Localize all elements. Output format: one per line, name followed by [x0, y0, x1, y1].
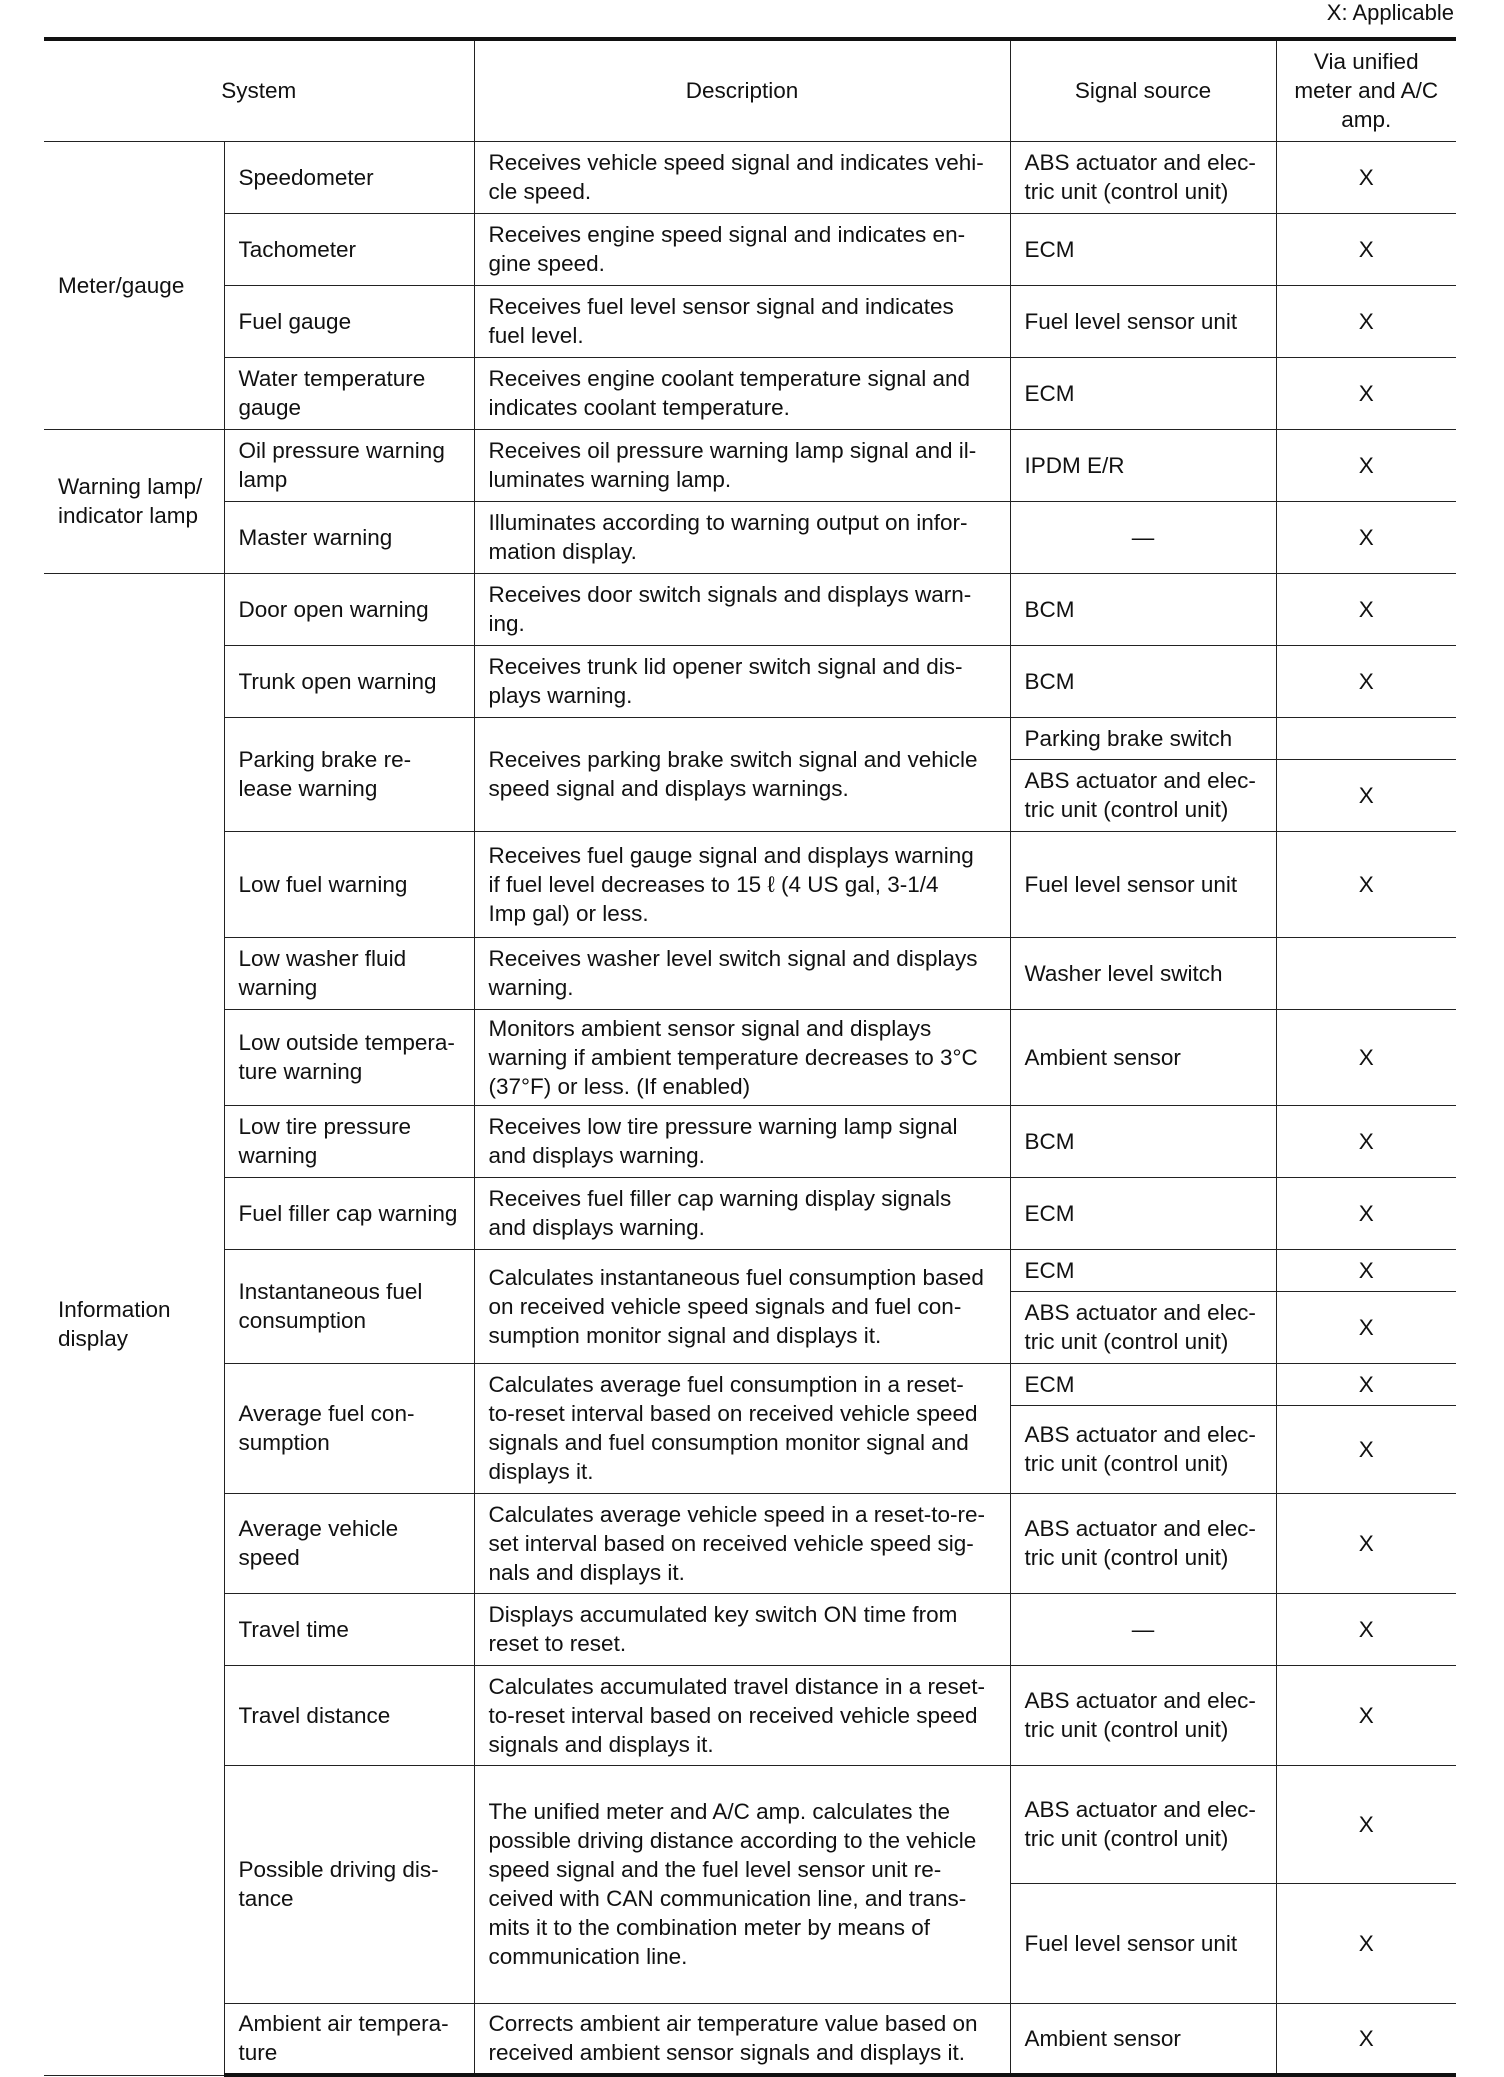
item-name: Travel time — [224, 1593, 474, 1665]
item-description: Receives oil pressure warning lamp signal and il- luminates warning lamp. — [474, 429, 1010, 501]
via-unified-mark: X — [1276, 1363, 1456, 1405]
signal-source: — — [1010, 1593, 1276, 1665]
signal-source: ECM — [1010, 213, 1276, 285]
signal-source: Fuel level sensor unit — [1010, 1883, 1276, 2003]
item-description: Receives fuel level sensor signal and indicates fuel level. — [474, 285, 1010, 357]
table-row — [44, 1105, 1456, 1177]
table-row — [44, 1765, 1456, 1883]
item-name: Possible driving dis- tance — [224, 1765, 474, 2003]
item-name: Water temperature gauge — [224, 357, 474, 429]
table-row — [44, 285, 1456, 357]
legend-applicable: X: Applicable — [1326, 0, 1454, 25]
item-description: Displays accumulated key switch ON time from reset to reset. — [474, 1593, 1010, 1665]
table-row — [44, 1177, 1456, 1249]
via-unified-mark: X — [1276, 429, 1456, 501]
signal-source: Fuel level sensor unit — [1010, 285, 1276, 357]
signal-source: Ambient sensor — [1010, 2003, 1276, 2075]
item-description: Receives door switch signals and displays warn- ing. — [474, 573, 1010, 645]
table-row — [44, 141, 1456, 213]
item-description: Receives washer level switch signal and displays warning. — [474, 937, 1010, 1009]
item-name: Fuel filler cap warning — [224, 1177, 474, 1249]
signal-source: ABS actuator and elec- tric unit (control unit) — [1010, 1291, 1276, 1363]
item-name: Average fuel con- sumption — [224, 1363, 474, 1493]
item-description: Monitors ambient sensor signal and displays warning if ambient temperature decreases to 3°C (37°F) or less. (If enabled) — [474, 1009, 1010, 1105]
header-system: System — [44, 39, 474, 141]
signal-source: BCM — [1010, 645, 1276, 717]
item-name: Tachometer — [224, 213, 474, 285]
table-row — [44, 1009, 1456, 1105]
signal-source: Washer level switch — [1010, 937, 1276, 1009]
item-description: Receives low tire pressure warning lamp signal and displays warning. — [474, 1105, 1010, 1177]
signal-source: Fuel level sensor unit — [1010, 831, 1276, 937]
table-row — [44, 645, 1456, 717]
table-row — [44, 2003, 1456, 2075]
item-description: Illuminates according to warning output on infor- mation display. — [474, 501, 1010, 573]
via-unified-mark: X — [1276, 1291, 1456, 1363]
table-row — [44, 357, 1456, 429]
signal-source: ABS actuator and elec- tric unit (control unit) — [1010, 141, 1276, 213]
signal-source: Parking brake switch — [1010, 717, 1276, 759]
system-category: Meter/gauge — [44, 141, 224, 429]
item-description: Receives parking brake switch signal and vehicle speed signal and displays warnings. — [474, 717, 1010, 831]
item-name: Low fuel warning — [224, 831, 474, 937]
signal-source: ECM — [1010, 357, 1276, 429]
table-row — [44, 1249, 1456, 1291]
item-description: Receives vehicle speed signal and indicates vehi- cle speed. — [474, 141, 1010, 213]
table-header-row — [44, 39, 1456, 141]
signal-source: IPDM E/R — [1010, 429, 1276, 501]
table-row — [44, 1593, 1456, 1665]
table-row — [44, 831, 1456, 937]
item-description: Calculates accumulated travel distance in a reset- to-reset interval based on received vehicle speed signals and displays it. — [474, 1665, 1010, 1765]
table-row — [44, 717, 1456, 759]
via-unified-mark: X — [1276, 1493, 1456, 1593]
signal-source: BCM — [1010, 573, 1276, 645]
item-name: Low outside tempera- ture warning — [224, 1009, 474, 1105]
item-name: Instantaneous fuel consumption — [224, 1249, 474, 1363]
item-name: Low washer fluid warning — [224, 937, 474, 1009]
signal-source: ABS actuator and elec- tric unit (control unit) — [1010, 1665, 1276, 1765]
header-signal-source: Signal source — [1010, 39, 1276, 141]
item-name: Low tire pressure warning — [224, 1105, 474, 1177]
item-name: Door open warning — [224, 573, 474, 645]
via-unified-mark: X — [1276, 501, 1456, 573]
item-name: Fuel gauge — [224, 285, 474, 357]
signal-source: BCM — [1010, 1105, 1276, 1177]
via-unified-mark: X — [1276, 1765, 1456, 1883]
via-unified-mark: X — [1276, 2003, 1456, 2075]
item-description: The unified meter and A/C amp. calculates the possible driving distance according to the vehicle speed signal and the fuel level sensor unit re- ceived with CAN communication line, and trans- mits it to the combination meter by means of communication line. — [474, 1765, 1010, 2003]
header-description: Description — [474, 39, 1010, 141]
signal-source: ABS actuator and elec- tric unit (control unit) — [1010, 1493, 1276, 1593]
signal-source: ABS actuator and elec- tric unit (control unit) — [1010, 1765, 1276, 1883]
via-unified-mark: X — [1276, 1593, 1456, 1665]
item-description: Corrects ambient air temperature value based on received ambient sensor signals and displays it. — [474, 2003, 1010, 2075]
via-unified-mark: X — [1276, 831, 1456, 937]
header-via-unified-meter: Via unified meter and A/C amp. — [1276, 39, 1456, 141]
table-row — [44, 1363, 1456, 1405]
via-unified-mark: X — [1276, 285, 1456, 357]
item-description: Receives engine speed signal and indicates en- gine speed. — [474, 213, 1010, 285]
signal-source: Ambient sensor — [1010, 1009, 1276, 1105]
signal-source: ECM — [1010, 1249, 1276, 1291]
item-name: Travel distance — [224, 1665, 474, 1765]
item-description: Receives engine coolant temperature signal and indicates coolant temperature. — [474, 357, 1010, 429]
item-name: Master warning — [224, 501, 474, 573]
via-unified-mark: X — [1276, 759, 1456, 831]
via-unified-mark: X — [1276, 1009, 1456, 1105]
table-row — [44, 573, 1456, 645]
system-category: Information display — [44, 573, 224, 2075]
signal-source: ABS actuator and elec- tric unit (control unit) — [1010, 1405, 1276, 1493]
table-row — [44, 1493, 1456, 1593]
item-name: Parking brake re- lease warning — [224, 717, 474, 831]
item-description: Calculates average fuel consumption in a reset- to-reset interval based on received vehicle speed signals and fuel consumption monitor signal and displays it. — [474, 1363, 1010, 1493]
table-row — [44, 213, 1456, 285]
via-unified-mark: X — [1276, 645, 1456, 717]
table-row — [44, 1665, 1456, 1765]
system-category: Warning lamp/ indicator lamp — [44, 429, 224, 573]
via-unified-mark: X — [1276, 573, 1456, 645]
via-unified-mark — [1276, 717, 1456, 759]
signal-source: ECM — [1010, 1363, 1276, 1405]
signal-source: — — [1010, 501, 1276, 573]
item-description: Receives fuel gauge signal and displays warning if fuel level decreases to 15 ℓ (4 US gal, 3-1/4 Imp gal) or less. — [474, 831, 1010, 937]
item-description: Calculates instantaneous fuel consumption based on received vehicle speed signals and fuel con- sumption monitor signal and displays it. — [474, 1249, 1010, 1363]
signal-source: ABS actuator and elec- tric unit (control unit) — [1010, 759, 1276, 831]
item-description: Receives fuel filler cap warning display signals and displays warning. — [474, 1177, 1010, 1249]
via-unified-mark: X — [1276, 1665, 1456, 1765]
via-unified-mark: X — [1276, 1177, 1456, 1249]
via-unified-mark: X — [1276, 213, 1456, 285]
table-body — [44, 141, 1456, 2075]
via-unified-mark: X — [1276, 1249, 1456, 1291]
via-unified-mark: X — [1276, 1405, 1456, 1493]
item-name: Oil pressure warning lamp — [224, 429, 474, 501]
via-unified-mark: X — [1276, 141, 1456, 213]
item-name: Trunk open warning — [224, 645, 474, 717]
via-unified-mark: X — [1276, 357, 1456, 429]
item-description: Calculates average vehicle speed in a reset-to-re- set interval based on received vehicle speed sig- nals and displays it. — [474, 1493, 1010, 1593]
via-unified-mark — [1276, 937, 1456, 1009]
signal-source: ECM — [1010, 1177, 1276, 1249]
via-unified-mark: X — [1276, 1105, 1456, 1177]
item-name: Average vehicle speed — [224, 1493, 474, 1593]
table-row — [44, 501, 1456, 573]
item-name: Ambient air tempera- ture — [224, 2003, 474, 2075]
item-name: Speedometer — [224, 141, 474, 213]
table-row — [44, 429, 1456, 501]
system-signal-table — [44, 37, 1456, 2077]
table-row — [44, 937, 1456, 1009]
item-description: Receives trunk lid opener switch signal and dis- plays warning. — [474, 645, 1010, 717]
via-unified-mark: X — [1276, 1883, 1456, 2003]
